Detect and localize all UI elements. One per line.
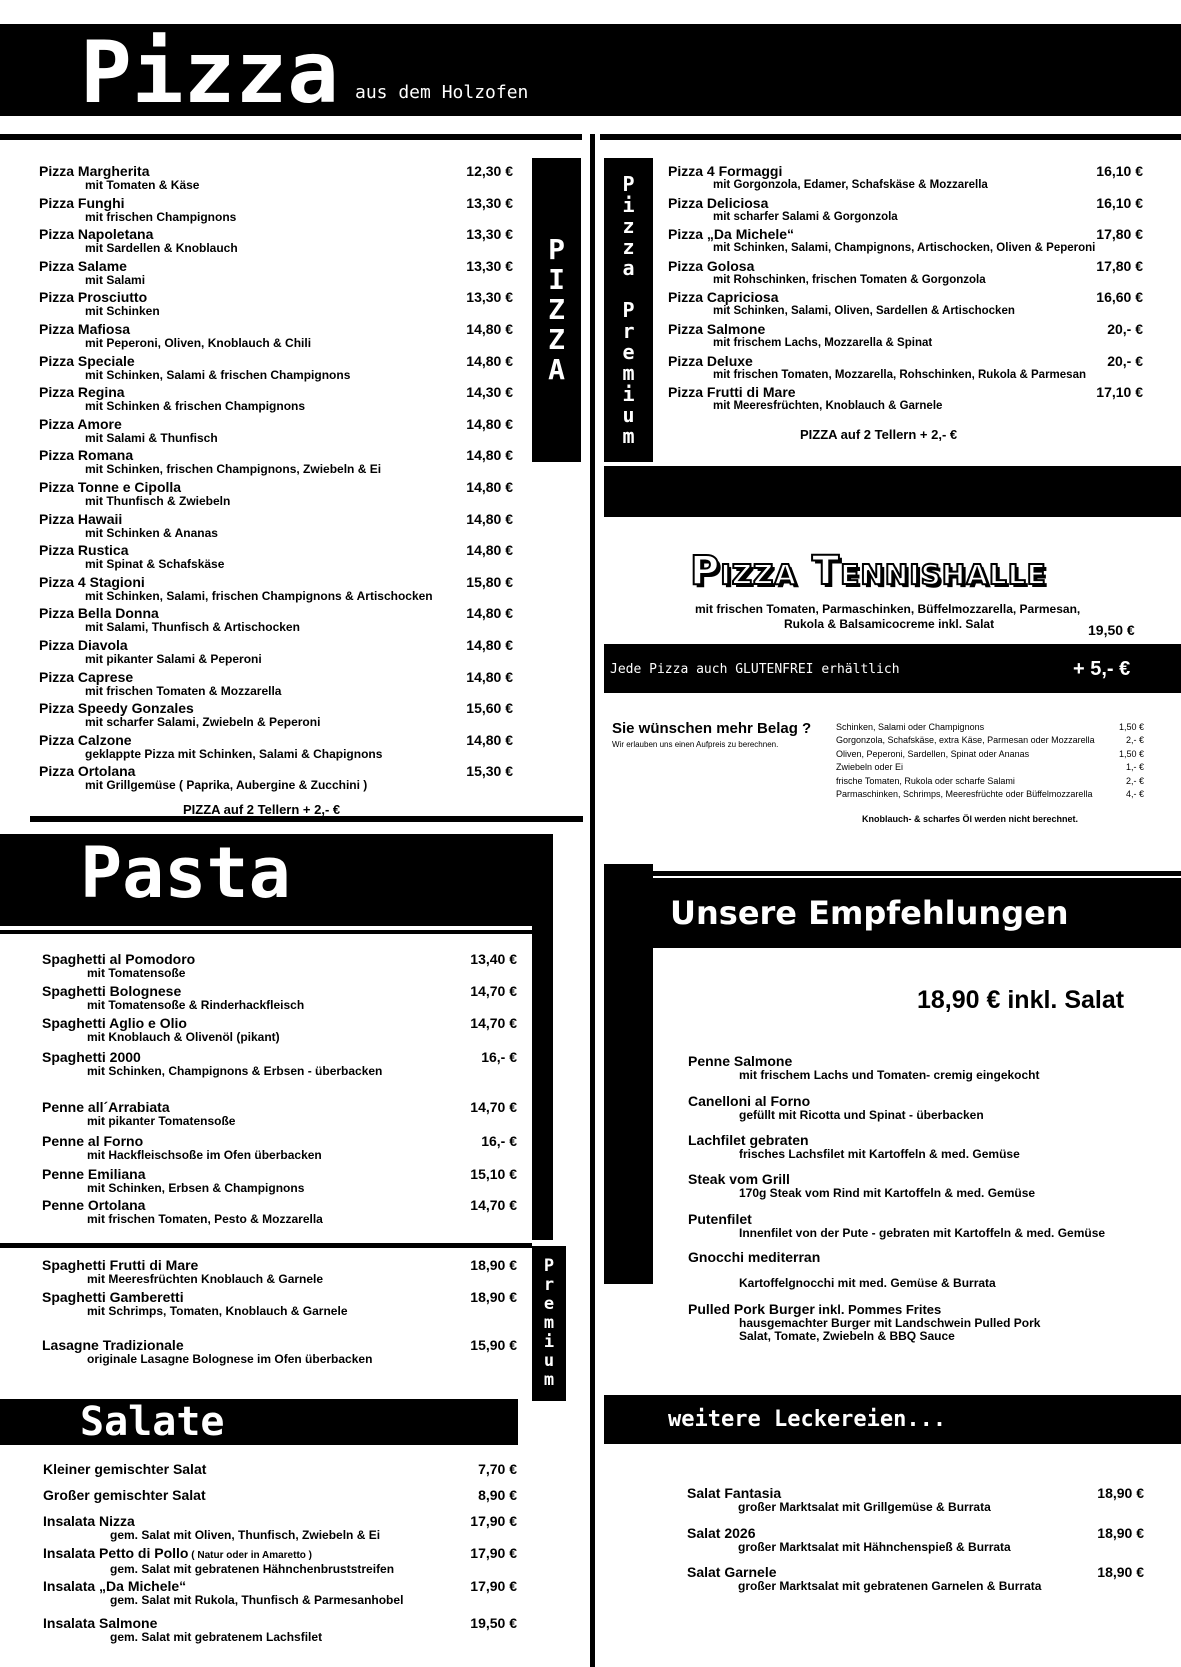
pizza-note: PIZZA auf 2 Tellern + 2,- € — [183, 802, 341, 817]
item-price: 16,- € — [481, 1049, 517, 1065]
item-desc: gem. Salat mit Rukola, Thunfisch & Parmesanhobel — [110, 1593, 404, 1607]
banner-letter: z — [622, 213, 635, 238]
list-item — [39, 638, 262, 666]
list-item — [43, 1616, 322, 1644]
item-desc: originale Lasagne Bolognese im Ofen überbacken — [87, 1352, 373, 1366]
list-item — [39, 733, 382, 761]
salate-banner — [0, 1399, 518, 1445]
item-price: 15,90 € — [470, 1337, 517, 1353]
list-item — [668, 322, 932, 350]
banner-letter: e — [543, 1294, 555, 1314]
item-name: Spaghetti Bolognese — [42, 983, 182, 999]
banner-letter: r — [622, 318, 635, 343]
item-desc: gem. Salat mit gebratenem Lachsfilet — [110, 1630, 323, 1644]
list-item — [43, 1514, 380, 1542]
list-item — [39, 417, 218, 445]
item-desc: mit scharfer Salami, Zwiebeln & Peperoni — [85, 715, 321, 730]
empf-left-bar — [604, 864, 653, 1284]
list-item — [42, 1050, 382, 1078]
item-desc: mit Salami & Thunfisch — [85, 430, 218, 445]
list-item — [43, 1462, 206, 1477]
item-desc: mit frischem Lachs, Mozzarella & Spinat — [713, 337, 933, 349]
list-item — [42, 984, 304, 1012]
extras-price: 1,50 € — [1118, 748, 1144, 759]
item-name: Salat Fantasia — [687, 1485, 782, 1501]
item-price: 17,80 € — [1096, 226, 1143, 243]
extras-price: 1,- € — [1125, 762, 1144, 773]
divider-top — [0, 134, 582, 140]
item-price: 14,80 € — [466, 415, 513, 432]
item-price: 13,30 € — [466, 194, 513, 211]
pasta-divider — [0, 1243, 532, 1248]
list-item — [39, 701, 320, 729]
item-price: 15,60 € — [466, 700, 513, 717]
banner-letter: m — [543, 1370, 555, 1390]
item-desc: mit Schinken, Champignons & Erbsen - überbacken — [87, 1064, 383, 1078]
item-price: 17,90 € — [470, 1578, 517, 1594]
list-item — [43, 1488, 206, 1503]
item-price: 15,80 € — [466, 573, 513, 590]
item-price: 14,80 € — [466, 352, 513, 369]
list-item — [687, 1565, 1041, 1593]
item-price: 14,80 € — [466, 542, 513, 559]
item-desc: mit Tomatensoße & Rinderhackfleisch — [87, 998, 305, 1012]
extras-item: Parmaschinken, Schrimps, Meeresfrüchte oder Büffelmozzarella — [836, 789, 1093, 799]
item-name: Penne al Forno — [42, 1133, 144, 1149]
item-desc: mit Hackfleischsoße im Ofen überbacken — [87, 1148, 322, 1162]
list-item — [42, 1198, 323, 1226]
item-desc: mit Schinken, frischen Champignons, Zwiebeln & Ei — [85, 462, 382, 477]
item-desc: mit pikanter Salami & Peperoni — [85, 652, 262, 666]
item-name: Insalata Salmone — [43, 1615, 158, 1631]
item-price: 17,90 € — [470, 1513, 517, 1529]
item-name: Großer gemischter Salat — [43, 1487, 206, 1503]
pasta-underline — [0, 930, 532, 934]
item-price: 13,30 € — [466, 257, 513, 274]
item-name: Pizza Ortolana — [39, 763, 136, 780]
item-name: Pizza Salmone — [668, 321, 766, 337]
item-price: 7,70 € — [478, 1461, 517, 1477]
item-name: Pizza Frutti di Mare — [668, 384, 796, 401]
banner-letter: m — [622, 423, 635, 448]
item-desc: mit Tomatensoße — [87, 966, 186, 980]
list-item — [39, 575, 433, 603]
premium-bottom-bar — [604, 466, 1181, 517]
banner-letter: i — [622, 381, 635, 406]
item-name: Pizza Prosciutto — [39, 289, 148, 306]
item-name: Spaghetti Gamberetti — [42, 1289, 184, 1305]
item-desc: mit Schinken, Salami, frischen Champignons & Artischocken — [85, 588, 433, 603]
list-item — [42, 1134, 322, 1162]
item-name: Pizza Margherita — [39, 163, 150, 179]
tennishalle-title — [690, 548, 1047, 594]
item-desc: mit Sardellen & Knoblauch — [85, 241, 238, 256]
list-item — [42, 1258, 323, 1286]
list-item — [39, 259, 145, 287]
item-name: Pizza Calzone — [39, 731, 132, 748]
item-price: 14,30 € — [466, 384, 513, 401]
item-price: 16,60 € — [1096, 289, 1143, 306]
item-name: Pizza „Da Michele“ — [668, 226, 795, 243]
item-desc: mit frischem Lachs und Tomaten- cremig eingekocht — [739, 1068, 1040, 1082]
weitere-title: weitere Leckereien... — [668, 1407, 947, 1432]
empf-title: Unsere Empfehlungen — [670, 894, 1069, 932]
item-price: 17,90 € — [470, 1545, 517, 1561]
list-item — [39, 227, 238, 255]
divider-top-right — [600, 134, 1181, 140]
list-item — [43, 1579, 403, 1607]
item-price: 14,80 € — [466, 510, 513, 527]
extras-subtitle: Wir erlauben uns einen Aufpreis zu berechnen. — [612, 740, 779, 749]
item-name: Pizza Romana — [39, 447, 134, 464]
item-desc: mit Schrimps, Tomaten, Knoblauch & Garnele — [87, 1304, 348, 1318]
extras-price: 4,- € — [1125, 789, 1144, 799]
banner-letter: z — [622, 234, 635, 259]
banner-letter: u — [543, 1351, 555, 1371]
empf-price: 18,90 € inkl. Salat — [917, 986, 1125, 1014]
item-price: 14,70 € — [470, 1015, 517, 1031]
list-item — [688, 1250, 996, 1290]
item-desc: mit Schinken, Salami, Oliven, Sardellen & Artischocken — [713, 305, 1015, 318]
item-price: 14,80 € — [466, 668, 513, 685]
item-desc: gefüllt mit Ricotta und Spinat - überbacken — [739, 1108, 984, 1122]
item-name: Pizza Mafiosa — [39, 321, 131, 337]
item-name: Pizza Deliciosa — [668, 194, 769, 211]
page-subtitle: aus dem Holzofen — [355, 82, 529, 103]
premium-note: PIZZA auf 2 Tellern + 2,- € — [800, 427, 958, 442]
item-price: 14,80 € — [466, 479, 513, 495]
list-item — [39, 448, 381, 476]
item-name: Pizza Speciale — [39, 352, 135, 369]
tennishalle-title-text: Pizza Tennishalle — [690, 548, 1047, 594]
list-item — [39, 290, 160, 318]
item-name: Pizza Hawaii — [39, 510, 123, 527]
item-name: Insalata Petto di Pollo ( Natur oder in Amaretto ) — [43, 1545, 312, 1561]
item-name: Pizza Amore — [39, 415, 122, 432]
list-item — [687, 1486, 991, 1514]
banner-letter: Z — [548, 323, 565, 356]
banner-letter: i — [622, 192, 635, 217]
item-desc: mit Schinken & Ananas — [85, 525, 218, 540]
tennishalle-desc1: mit frischen Tomaten, Parmaschinken, Büffelmozzarella, Parmesan, — [695, 602, 1081, 616]
item-price: 16,10 € — [1096, 163, 1143, 179]
item-name: Kleiner gemischter Salat — [43, 1461, 207, 1477]
item-name: Lasagne Tradizionale — [42, 1337, 184, 1353]
extras-price: 2,- € — [1125, 775, 1144, 786]
list-item — [688, 1054, 1040, 1082]
list-item — [39, 196, 236, 224]
banner-letter — [622, 279, 634, 300]
item-name: Steak vom Grill — [688, 1171, 790, 1187]
list-item — [668, 196, 898, 224]
list-item — [668, 385, 942, 413]
item-desc: gem. Salat mit gebratenen Hähnchenbruststreifen — [110, 1562, 395, 1576]
item-price: 20,- € — [1107, 321, 1143, 337]
item-price: 14,80 € — [466, 731, 513, 748]
pizza-premium-banner — [604, 158, 653, 462]
item-name: Pizza Tonne e Cipolla — [39, 479, 182, 495]
item-name: Spaghetti Aglio e Olio — [42, 1015, 187, 1031]
item-name: Pizza Diavola — [39, 637, 128, 653]
banner-letter: u — [622, 402, 635, 427]
list-item — [39, 764, 367, 792]
banner-letter: i — [543, 1332, 555, 1352]
item-desc: mit Meeresfrüchten, Knoblauch & Garnele — [713, 400, 943, 413]
list-item — [668, 259, 986, 287]
item-price: 14,80 € — [466, 447, 513, 464]
item-price: 14,80 € — [466, 321, 513, 337]
item-desc: frisches Lachsfilet mit Kartoffeln & med. Gemüse — [739, 1147, 1020, 1161]
list-item — [687, 1526, 1011, 1554]
empf-line — [653, 871, 1181, 876]
item-name: Salat Garnele — [687, 1564, 777, 1580]
banner-letter: Z — [548, 293, 565, 326]
item-price: 14,70 € — [470, 1197, 517, 1213]
item-name: Penne all´Arrabiata — [42, 1099, 170, 1115]
item-price: 19,50 € — [470, 1615, 517, 1631]
item-name: Canelloni al Forno — [688, 1093, 811, 1109]
list-item — [42, 1016, 280, 1044]
item-desc: mit Meeresfrüchten Knoblauch & Garnele — [87, 1272, 324, 1286]
item-name: Pizza Funghi — [39, 194, 125, 211]
item-name-note: inkl. Pommes Frites — [814, 1302, 942, 1317]
item-name: Pulled Pork Burger inkl. Pommes Frites — [688, 1301, 942, 1317]
item-name: Pizza Rustica — [39, 542, 129, 559]
item-desc: großer Marktsalat mit Grillgemüse & Burrata — [738, 1500, 991, 1514]
item-desc: gem. Salat mit Oliven, Thunfisch, Zwiebeln & Ei — [110, 1528, 381, 1542]
item-price: 18,90 € — [1097, 1485, 1144, 1501]
item-name: Insalata Nizza — [43, 1513, 135, 1529]
list-item — [42, 1167, 304, 1195]
list-item — [668, 290, 1015, 318]
item-name: Pizza 4 Stagioni — [39, 573, 145, 590]
item-name: Lachfilet gebraten — [688, 1132, 809, 1148]
item-desc: Kartoffelgnocchi mit med. Gemüse & Burrata — [739, 1276, 996, 1290]
item-price: 18,90 € — [470, 1257, 517, 1273]
item-price: 13,30 € — [466, 226, 513, 243]
item-desc: mit Schinken — [85, 304, 160, 319]
item-desc: mit Gorgonzola, Edamer, Schafskäse & Mozzarella — [713, 179, 988, 191]
banner-letter: P — [548, 233, 565, 266]
item-price: 13,30 € — [466, 289, 513, 306]
item-price: 18,90 € — [470, 1289, 517, 1305]
extras-item: Gorgonzola, Schafskäse, extra Käse, Parmesan oder Mozzarella — [836, 735, 1095, 746]
list-item — [688, 1094, 984, 1122]
item-desc: großer Marktsalat mit Hähnchenspieß & Burrata — [738, 1540, 1011, 1554]
list-item — [43, 1546, 394, 1576]
item-desc: Innenfilet von der Pute - gebraten mit Kartoffeln & med. Gemüse — [739, 1226, 1106, 1240]
list-item — [42, 1290, 348, 1318]
item-desc: mit frischen Tomaten, Mozzarella, Rohschinken, Rukola & Parmesan — [713, 368, 1086, 381]
list-item — [39, 670, 281, 698]
item-desc: mit Schinken, Salami, Champignons, Artischocken, Oliven & Peperoni — [713, 242, 1096, 255]
list-item — [668, 227, 1095, 255]
item-name: Pizza Golosa — [668, 257, 755, 274]
item-name: Pizza Capriciosa — [668, 289, 779, 306]
item-name: Pizza Salame — [39, 257, 127, 274]
item-desc: mit frischen Champignons — [85, 209, 237, 224]
banner-letter: m — [622, 360, 635, 385]
extras-price: 2,- € — [1125, 735, 1144, 746]
item-price: 14,70 € — [470, 1099, 517, 1115]
item-price: 15,10 € — [470, 1166, 517, 1182]
list-item — [42, 1338, 372, 1366]
item-price: 15,30 € — [466, 763, 513, 780]
item-price: 14,80 € — [466, 637, 513, 653]
item-name: Penne Emiliana — [42, 1166, 146, 1182]
extras-item: Schinken, Salami oder Champignons — [836, 722, 985, 732]
extras-item: Zwiebeln oder Ei — [836, 762, 904, 773]
pasta-right-bar — [532, 926, 553, 1240]
list-item — [688, 1302, 1040, 1343]
item-desc: hausgemachter Burger mit Landschwein Pulled Pork — [739, 1316, 1041, 1330]
list-item — [42, 952, 195, 980]
item-desc: großer Marktsalat mit gebratenen Garnelen & Burrata — [738, 1579, 1042, 1593]
center-divider — [590, 134, 595, 1667]
banner-letter: m — [543, 1313, 555, 1333]
item-name: Pizza Speedy Gonzales — [39, 700, 194, 717]
item-desc: mit Schinken, Erbsen & Champignons — [87, 1181, 305, 1195]
extras-note: Knoblauch- & scharfes Öl werden nicht berechnet. — [862, 814, 1079, 824]
item-price: 8,90 € — [478, 1487, 517, 1503]
extras-item: Oliven, Peperoni, Sardellen, Spinat oder Ananas — [836, 748, 1030, 759]
item-price: 14,80 € — [466, 605, 513, 622]
list-item — [688, 1212, 1105, 1240]
item-desc: mit Schinken & frischen Champignons — [85, 399, 306, 414]
extras-title: Sie wünschen mehr Belag ? — [612, 720, 812, 737]
extras-price: 1,50 € — [1118, 722, 1144, 732]
list-item — [42, 1100, 235, 1128]
item-desc: mit Schinken, Salami & frischen Champignons — [85, 367, 351, 382]
item-desc: mit scharfer Salami & Gorgonzola — [713, 210, 898, 223]
item-price: 18,90 € — [1097, 1564, 1144, 1580]
salate-title: Salate — [80, 1399, 225, 1445]
pasta-premium-banner — [532, 1246, 566, 1401]
item-desc: mit Peperoni, Oliven, Knoblauch & Chili — [85, 336, 312, 350]
item-name: Salat 2026 — [687, 1525, 756, 1541]
item-name-note: ( Natur oder in Amaretto ) — [188, 1550, 312, 1561]
item-price: 14,70 € — [470, 983, 517, 999]
page-title: Pizza — [80, 23, 339, 123]
list-item — [39, 354, 350, 382]
item-name: Pizza Regina — [39, 384, 125, 401]
item-desc: mit Knoblauch & Olivenöl (pikant) — [87, 1030, 280, 1044]
item-desc: mit Salami — [85, 272, 146, 287]
item-name: Gnocchi mediterran — [688, 1249, 821, 1265]
item-name: Pizza Deluxe — [668, 352, 753, 369]
banner-letter: r — [543, 1275, 555, 1295]
item-name: Putenfilet — [688, 1211, 752, 1227]
item-price: 16,- € — [481, 1133, 517, 1149]
list-item — [688, 1172, 1035, 1200]
item-desc: mit Salami, Thunfisch & Artischocken — [85, 620, 300, 635]
list-item — [39, 322, 311, 350]
banner-letter: P — [622, 297, 635, 322]
item-price: 18,90 € — [1097, 1525, 1144, 1541]
list-item — [39, 512, 218, 540]
item-name: Insalata „Da Michele“ — [43, 1578, 187, 1594]
list-item — [39, 480, 230, 508]
item-desc: mit frischen Tomaten, Pesto & Mozzarella — [87, 1212, 323, 1226]
item-desc: geklappte Pizza mit Schinken, Salami & Chapignons — [85, 746, 383, 761]
item-desc: mit pikanter Tomatensoße — [87, 1114, 236, 1128]
list-item — [668, 164, 988, 192]
list-item — [39, 606, 300, 634]
banner-letter: A — [548, 353, 565, 386]
item-desc: mit Thunfisch & Zwiebeln — [85, 494, 231, 508]
pasta-title: Pasta — [80, 832, 291, 914]
list-item — [39, 385, 305, 413]
banner-letter: I — [548, 263, 565, 296]
item-desc: mit Spinat & Schafskäse — [85, 557, 225, 572]
item-name: Spaghetti 2000 — [42, 1049, 141, 1065]
item-price: 17,80 € — [1096, 257, 1143, 274]
banner-letter: P — [622, 171, 635, 196]
list-item — [688, 1133, 1020, 1161]
item-name: Pizza 4 Formaggi — [668, 163, 783, 179]
item-price: 17,10 € — [1096, 384, 1143, 401]
item-desc: mit frischen Tomaten & Mozzarella — [85, 683, 282, 698]
tennishalle-desc2: Rukola & Balsamicocreme inkl. Salat — [784, 617, 995, 631]
item-price: 12,30 € — [466, 163, 513, 179]
list-item — [668, 354, 1086, 382]
pizza-banner — [532, 158, 581, 462]
tennishalle-price: 19,50 € — [1088, 622, 1135, 638]
item-name: Spaghetti Frutti di Mare — [42, 1257, 199, 1273]
item-name: Penne Salmone — [688, 1053, 793, 1069]
banner-letter: a — [622, 255, 635, 280]
item-name: Spaghetti al Pomodoro — [42, 951, 196, 967]
item-desc: mit Grillgemüse ( Paprika, Aubergine & Zucchini ) — [85, 778, 368, 793]
item-price: 16,10 € — [1096, 194, 1143, 211]
item-price: 20,- € — [1107, 352, 1143, 369]
banner-letter: P — [543, 1256, 555, 1276]
item-desc: Salat, Tomate, Zwiebeln & BBQ Sauce — [739, 1329, 955, 1343]
item-desc: mit Rohschinken, frischen Tomaten & Gorgonzola — [713, 273, 986, 286]
list-item — [39, 164, 199, 192]
gluten-price: + 5,- € — [1073, 658, 1131, 680]
item-desc: mit Tomaten & Käse — [85, 178, 200, 192]
item-price: 13,40 € — [470, 951, 517, 967]
extras-item: frische Tomaten, Rukola oder scharfe Salami — [836, 775, 1015, 786]
item-name: Penne Ortolana — [42, 1197, 146, 1213]
item-name: Pizza Bella Donna — [39, 605, 159, 622]
list-item — [39, 543, 224, 571]
banner-letter: e — [622, 339, 635, 364]
gluten-text: Jede Pizza auch GLUTENFREI erhältlich — [610, 662, 900, 677]
item-name: Pizza Napoletana — [39, 226, 154, 243]
item-name: Pizza Caprese — [39, 668, 134, 685]
item-desc: 170g Steak vom Rind mit Kartoffeln & med. Gemüse — [739, 1186, 1036, 1200]
